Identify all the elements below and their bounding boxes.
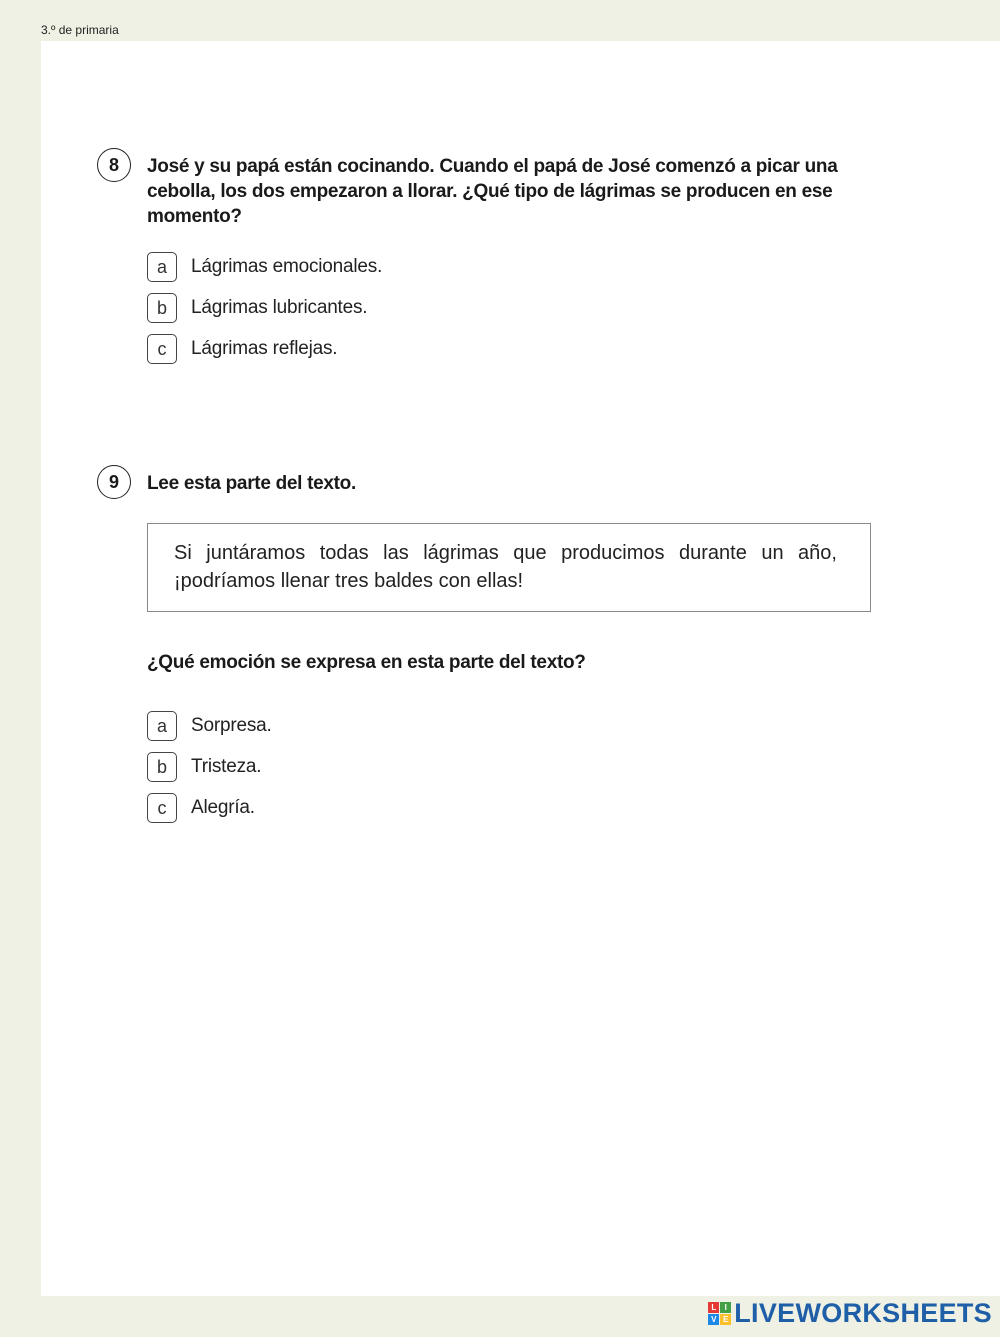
option-letter[interactable]: c: [147, 793, 177, 823]
option-letter[interactable]: c: [147, 334, 177, 364]
question-8-text: José y su papá están cocinando. Cuando el papá de José comenzó a picar una cebolla, los dos empezaron a llorar. ¿Qué tipo de lágrimas se producen en ese momento?: [147, 156, 838, 227]
badge-letter: E: [720, 1314, 731, 1325]
brand-name: LIVEWORKSHEETS: [734, 1298, 992, 1328]
worksheet-page: [41, 41, 1000, 1296]
question-9-option-c[interactable]: [147, 793, 255, 823]
option-text: Sorpresa.: [191, 715, 272, 736]
option-text: Lágrimas reflejas.: [191, 338, 338, 359]
question-8-option-a[interactable]: [147, 252, 382, 282]
liveworksheets-logo[interactable]: [708, 1298, 992, 1329]
question-9-text: Lee esta parte del texto.: [147, 473, 356, 494]
question-9-option-b[interactable]: [147, 752, 261, 782]
grade-label: 3.º de primaria: [41, 23, 119, 37]
option-text: Alegría.: [191, 797, 255, 818]
question-8-option-c[interactable]: [147, 334, 337, 364]
option-letter[interactable]: a: [147, 711, 177, 741]
text-excerpt-box: Si juntáramos todas las lágrimas que producimos durante un año, ¡podríamos llenar tres baldes con ellas!: [147, 523, 871, 612]
option-text: Lágrimas emocionales.: [191, 256, 383, 277]
question-9-number: 9: [97, 465, 131, 499]
option-letter[interactable]: b: [147, 752, 177, 782]
question-8-number: 8: [97, 148, 131, 182]
option-letter[interactable]: a: [147, 252, 177, 282]
live-badge-icon: [708, 1302, 731, 1325]
question-9-prompt: ¿Qué emoción se expresa en esta parte del texto?: [147, 652, 586, 673]
option-text: Lágrimas lubricantes.: [191, 297, 368, 318]
badge-letter: I: [720, 1302, 731, 1313]
badge-letter: L: [708, 1302, 719, 1313]
question-8-option-b[interactable]: [147, 293, 367, 323]
option-letter[interactable]: b: [147, 293, 177, 323]
question-9-option-a[interactable]: [147, 711, 272, 741]
option-text: Tristeza.: [191, 756, 262, 777]
badge-letter: V: [708, 1314, 719, 1325]
